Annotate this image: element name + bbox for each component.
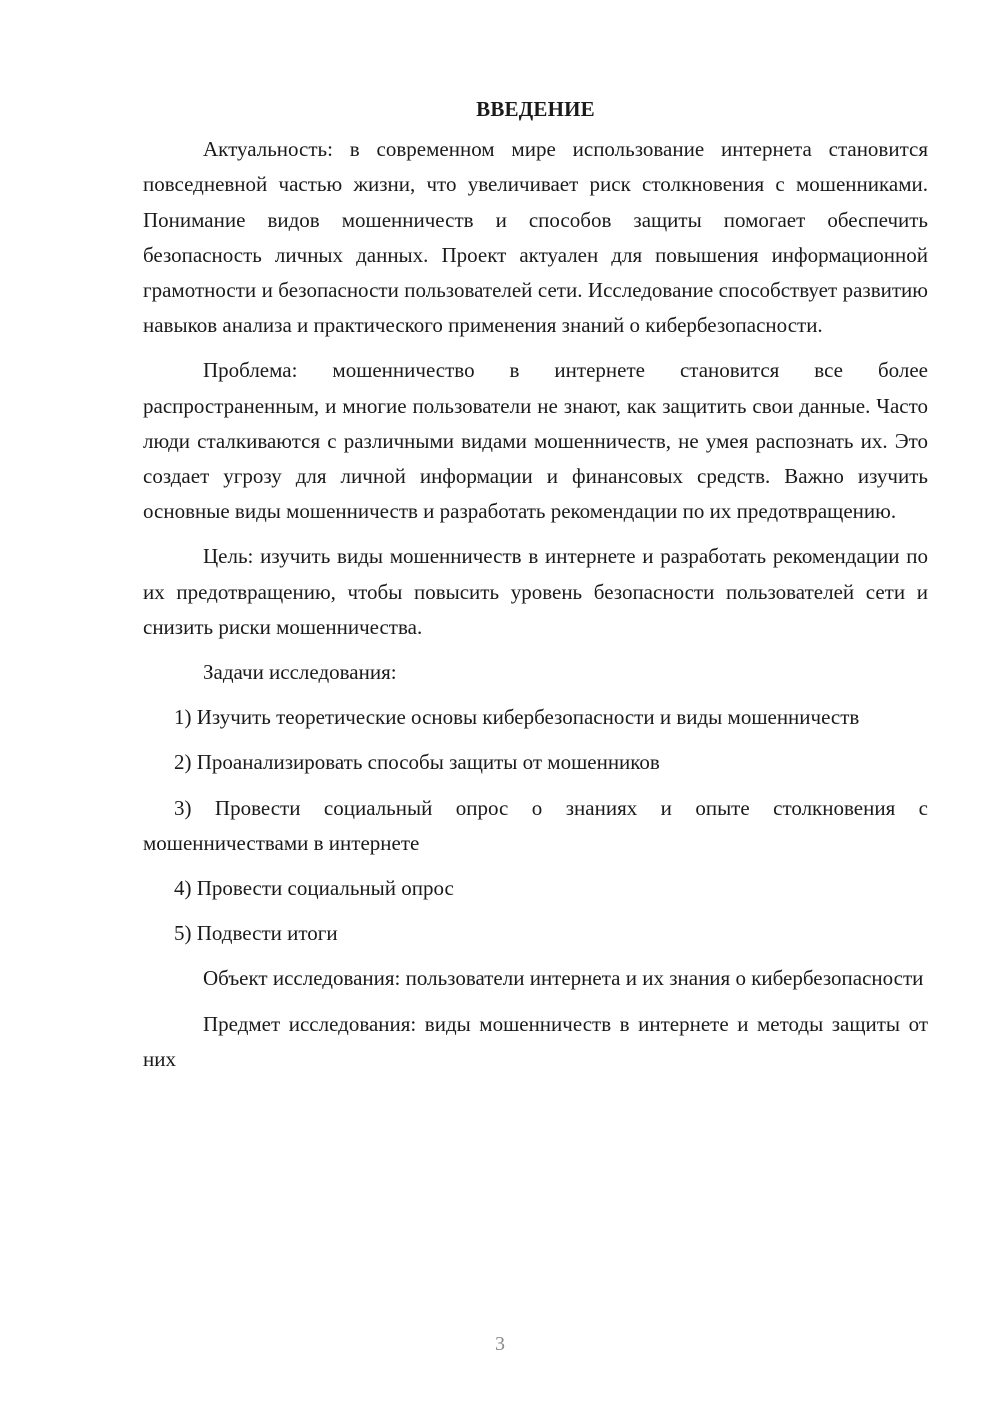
task-item-3: 3) Провести социальный опрос о знаниях и опыте столкновения с мошенничествами в интернете: [143, 795, 928, 855]
tasks-heading: Задачи исследования:: [203, 660, 397, 685]
task-item-5: 5) Подвести итоги: [174, 921, 338, 946]
paragraph-relevance: Актуальность: в современном мире использование интернета становится повседневной частью жизни, что увеличивает риск столкновения с мошенниками. Понимание видов мошенничеств и способов защиты помогает обеспечить безопасность личных данных. Проект актуален для повышения информационной грамотности и безопасности пользователей сети. Исследование способствует развитию навыков анализа и практического применения знаний о кибербезопасности.: [143, 137, 928, 338]
task-item-2: 2) Проанализировать способы защиты от мошенников: [174, 750, 660, 775]
paragraph-subject: Предмет исследования: виды мошенничеств в интернете и методы защиты от них: [143, 1011, 928, 1071]
page-number: 3: [495, 1333, 505, 1355]
document-page: [143, 92, 928, 1087]
page-title: ВВЕДЕНИЕ: [476, 97, 595, 121]
paragraph-goal: Цель: изучить виды мошенничеств в интернете и разработать рекомендации по их предотвращению, чтобы повысить уровень безопасности пользователей сети и снизить риски мошенничества.: [143, 544, 928, 639]
task-item-4: 4) Провести социальный опрос: [174, 876, 454, 901]
task-item-1: 1) Изучить теоретические основы кибербезопасности и виды мошенничеств: [174, 705, 860, 730]
paragraph-object: Объект исследования: пользователи интернета и их знания о кибербезопасности: [203, 966, 924, 991]
paragraph-problem: Проблема: мошенничество в интернете становится все более распространенным, и многие пользователи не знают, как защитить свои данные. Часто люди сталкиваются с различными видами мошенничеств, не умея распознать их. Это создает угрозу для личной информации и финансовых средств. Важно изучить основные виды мошенничеств и разработать рекомендации по их предотвращению.: [143, 358, 928, 524]
